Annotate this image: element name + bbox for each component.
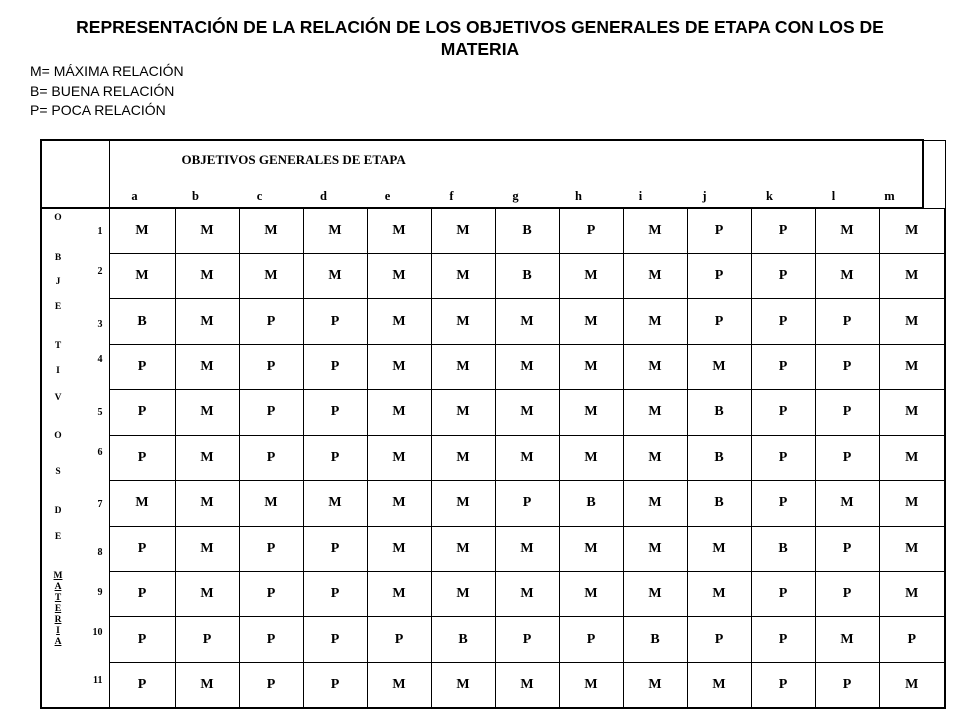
relation-cell-11-i: M <box>623 662 687 707</box>
relation-cell-9-m: M <box>879 572 945 617</box>
relation-cell-2-m: M <box>879 253 945 298</box>
relation-cell-2-f: M <box>431 253 495 298</box>
relation-cell-10-k: P <box>751 617 815 662</box>
page-title: REPRESENTACIÓN DE LA RELACIÓN DE LOS OBJETIVOS GENERALES DE ETAPA CON LOS DE MATERIA <box>76 17 884 59</box>
relation-cell-3-g: M <box>495 299 559 344</box>
column-letter-h: h <box>575 189 582 203</box>
relation-cell-2-d: M <box>303 253 367 298</box>
table-row <box>41 481 945 526</box>
relation-cell-10-e: P <box>367 617 431 662</box>
relation-cell-1-d: M <box>303 208 367 253</box>
relation-cell-3-m: M <box>879 299 945 344</box>
relation-table <box>40 139 946 709</box>
relation-cell-10-i: B <box>623 617 687 662</box>
row-number-2: 2 <box>97 266 103 277</box>
table-row <box>41 572 945 617</box>
relation-cell-2-c: M <box>239 253 303 298</box>
table-row <box>41 208 945 253</box>
row-number-6: 6 <box>97 447 103 458</box>
vertical-label-letter: O <box>54 213 62 223</box>
relation-cell-3-f: M <box>431 299 495 344</box>
relation-cell-1-l: M <box>815 208 879 253</box>
relation-cell-2-b: M <box>175 253 239 298</box>
relation-cell-9-b: M <box>175 572 239 617</box>
relation-cell-5-a: P <box>109 390 175 435</box>
relation-cell-8-k: B <box>751 526 815 571</box>
table-corner-cell <box>41 140 109 208</box>
table-row <box>41 253 945 298</box>
relation-cell-10-m: P <box>879 617 945 662</box>
relation-cell-8-b: M <box>175 526 239 571</box>
row-number-9: 9 <box>97 587 103 598</box>
row-number-7: 7 <box>97 499 103 510</box>
table-row <box>41 299 945 344</box>
column-letter-m: m <box>884 189 895 203</box>
relation-cell-9-c: P <box>239 572 303 617</box>
column-letter-j: j <box>702 189 707 203</box>
relation-cell-4-m: M <box>879 344 945 389</box>
table-row <box>41 526 945 571</box>
relation-cell-10-f: B <box>431 617 495 662</box>
column-letters <box>110 189 923 205</box>
relation-cell-5-d: P <box>303 390 367 435</box>
relation-cell-2-l: M <box>815 253 879 298</box>
relation-cell-4-k: P <box>751 344 815 389</box>
relation-cell-8-i: M <box>623 526 687 571</box>
table-header-extra-cell <box>923 140 945 208</box>
relation-cell-9-g: M <box>495 572 559 617</box>
relation-cell-6-i: M <box>623 435 687 480</box>
relation-cell-7-g: P <box>495 481 559 526</box>
relation-cell-11-f: M <box>431 662 495 707</box>
relation-cell-6-a: P <box>109 435 175 480</box>
relation-cell-6-m: M <box>879 435 945 480</box>
column-letter-k: k <box>766 189 773 203</box>
relation-cell-4-j: M <box>687 344 751 389</box>
vertical-label-letter: M <box>53 571 63 581</box>
relation-cell-7-c: M <box>239 481 303 526</box>
relation-cell-1-a: M <box>109 208 175 253</box>
relation-cell-3-d: P <box>303 299 367 344</box>
column-letter-c: c <box>256 189 263 203</box>
relation-cell-5-b: M <box>175 390 239 435</box>
relation-cell-2-i: M <box>623 253 687 298</box>
relation-cell-1-g: B <box>495 208 559 253</box>
legend-item-maxima: M= MÁXIMA RELACIÓN <box>30 63 184 79</box>
column-letter-d: d <box>320 189 327 203</box>
relation-cell-4-e: M <box>367 344 431 389</box>
relation-cell-5-j: B <box>687 390 751 435</box>
relation-cell-11-g: M <box>495 662 559 707</box>
relation-cell-8-c: P <box>239 526 303 571</box>
relation-cell-9-a: P <box>109 572 175 617</box>
relation-cell-3-c: P <box>239 299 303 344</box>
table-row <box>41 617 945 662</box>
relation-cell-11-e: M <box>367 662 431 707</box>
relation-cell-4-c: P <box>239 344 303 389</box>
column-letter-g: g <box>512 189 519 203</box>
column-letter-i: i <box>638 189 643 203</box>
relation-cell-4-f: M <box>431 344 495 389</box>
vertical-label-letter: B <box>54 253 62 263</box>
relation-cell-9-l: P <box>815 572 879 617</box>
row-number-5: 5 <box>97 407 103 418</box>
relation-cell-3-b: M <box>175 299 239 344</box>
vertical-label-letter: E <box>54 302 62 312</box>
relation-cell-6-k: P <box>751 435 815 480</box>
relation-cell-3-l: P <box>815 299 879 344</box>
vertical-label-letter: T <box>54 593 62 603</box>
relation-cell-5-g: M <box>495 390 559 435</box>
relation-cell-2-e: M <box>367 253 431 298</box>
relation-cell-10-d: P <box>303 617 367 662</box>
relation-cell-3-k: P <box>751 299 815 344</box>
relation-cell-4-h: M <box>559 344 623 389</box>
vertical-label-letter: E <box>54 604 62 614</box>
relation-cell-1-m: M <box>879 208 945 253</box>
relation-cell-3-i: M <box>623 299 687 344</box>
relation-cell-5-l: P <box>815 390 879 435</box>
relation-cell-10-c: P <box>239 617 303 662</box>
column-letter-a: a <box>131 189 138 203</box>
relation-cell-6-g: M <box>495 435 559 480</box>
row-number-1: 1 <box>97 226 103 237</box>
legend-item-buena: B= BUENA RELACIÓN <box>30 82 175 99</box>
relation-cell-5-h: M <box>559 390 623 435</box>
row-number-3: 3 <box>97 319 103 330</box>
relation-cell-9-i: M <box>623 572 687 617</box>
row-number-8: 8 <box>97 547 103 558</box>
relation-cell-7-j: B <box>687 481 751 526</box>
relation-cell-9-k: P <box>751 572 815 617</box>
relation-cell-5-e: M <box>367 390 431 435</box>
table-row <box>41 344 945 389</box>
table-row <box>41 662 945 707</box>
vertical-label-letter: O <box>54 431 62 441</box>
relation-cell-9-f: M <box>431 572 495 617</box>
row-label-column <box>41 208 109 708</box>
relation-cell-1-e: M <box>367 208 431 253</box>
column-letter-f: f <box>449 189 454 203</box>
relation-cell-9-j: M <box>687 572 751 617</box>
vertical-label-letter: S <box>55 467 61 477</box>
vertical-label-letter: R <box>54 615 62 625</box>
relation-cell-11-d: P <box>303 662 367 707</box>
relation-cell-9-e: M <box>367 572 431 617</box>
relation-cell-11-a: P <box>109 662 175 707</box>
vertical-label-letter: A <box>54 582 62 592</box>
relation-cell-7-f: M <box>431 481 495 526</box>
relation-cell-8-l: P <box>815 526 879 571</box>
vertical-label-letter: J <box>55 277 61 287</box>
row-number-10: 10 <box>92 627 103 638</box>
relation-cell-4-a: P <box>109 344 175 389</box>
row-number-11: 11 <box>93 675 103 686</box>
relation-cell-7-m: M <box>879 481 945 526</box>
row-number-4: 4 <box>97 354 103 365</box>
relation-cell-11-j: M <box>687 662 751 707</box>
relation-cell-4-d: P <box>303 344 367 389</box>
relation-cell-1-h: P <box>559 208 623 253</box>
relation-cell-1-b: M <box>175 208 239 253</box>
relation-cell-10-j: P <box>687 617 751 662</box>
relation-cell-9-d: P <box>303 572 367 617</box>
relation-cell-2-k: P <box>751 253 815 298</box>
relation-cell-6-j: B <box>687 435 751 480</box>
relation-cell-7-b: M <box>175 481 239 526</box>
relation-cell-7-e: M <box>367 481 431 526</box>
relation-cell-3-a: B <box>109 299 175 344</box>
column-letter-l: l <box>831 189 836 203</box>
relation-cell-8-j: M <box>687 526 751 571</box>
relation-cell-4-l: P <box>815 344 879 389</box>
table-row <box>41 435 945 480</box>
relation-cell-11-h: M <box>559 662 623 707</box>
relation-cell-11-b: M <box>175 662 239 707</box>
relation-cell-6-c: P <box>239 435 303 480</box>
relation-cell-4-b: M <box>175 344 239 389</box>
relation-cell-8-h: M <box>559 526 623 571</box>
relation-cell-3-e: M <box>367 299 431 344</box>
relation-cell-7-d: M <box>303 481 367 526</box>
relation-cell-7-i: M <box>623 481 687 526</box>
relation-cell-8-g: M <box>495 526 559 571</box>
relation-cell-3-h: M <box>559 299 623 344</box>
vertical-label-letter: I <box>56 366 60 376</box>
relation-cell-1-f: M <box>431 208 495 253</box>
relation-cell-7-a: M <box>109 481 175 526</box>
relation-cell-6-b: M <box>175 435 239 480</box>
legend-item-poca: P= POCA RELACIÓN <box>30 102 166 118</box>
relation-cell-11-c: P <box>239 662 303 707</box>
relation-cell-10-l: M <box>815 617 879 662</box>
relation-cell-9-h: M <box>559 572 623 617</box>
vertical-label-letter: V <box>54 393 62 403</box>
relation-cell-1-k: P <box>751 208 815 253</box>
vertical-label-letter: A <box>54 637 62 647</box>
relation-cell-1-j: P <box>687 208 751 253</box>
relation-cell-10-a: P <box>109 617 175 662</box>
relation-cell-8-a: P <box>109 526 175 571</box>
relation-cell-7-l: M <box>815 481 879 526</box>
relation-cell-6-f: M <box>431 435 495 480</box>
relation-cell-4-i: M <box>623 344 687 389</box>
relation-cell-10-b: P <box>175 617 239 662</box>
vertical-label-letter: E <box>54 532 62 542</box>
relation-cell-6-d: P <box>303 435 367 480</box>
relation-cell-8-f: M <box>431 526 495 571</box>
relation-cell-11-l: P <box>815 662 879 707</box>
relation-cell-1-i: M <box>623 208 687 253</box>
relation-cell-8-e: M <box>367 526 431 571</box>
relation-cell-5-f: M <box>431 390 495 435</box>
table-header-cell <box>109 140 923 208</box>
relation-cell-8-d: P <box>303 526 367 571</box>
column-letter-e: e <box>384 189 391 203</box>
relation-cell-10-h: P <box>559 617 623 662</box>
relation-cell-6-h: M <box>559 435 623 480</box>
relation-cell-7-h: B <box>559 481 623 526</box>
vertical-label-letter: T <box>54 341 62 351</box>
legend <box>30 62 184 121</box>
relation-cell-8-m: M <box>879 526 945 571</box>
relation-cell-5-c: P <box>239 390 303 435</box>
table-header-row <box>41 140 945 208</box>
relation-cell-6-l: P <box>815 435 879 480</box>
relation-cell-5-i: M <box>623 390 687 435</box>
relation-cell-5-m: M <box>879 390 945 435</box>
relation-cell-11-m: M <box>879 662 945 707</box>
relation-cell-1-c: M <box>239 208 303 253</box>
vertical-label-letter: D <box>54 506 62 516</box>
relation-cell-2-g: B <box>495 253 559 298</box>
relation-cell-3-j: P <box>687 299 751 344</box>
relation-cell-2-h: M <box>559 253 623 298</box>
relation-cell-2-j: P <box>687 253 751 298</box>
relation-cell-11-k: P <box>751 662 815 707</box>
relation-cell-6-e: M <box>367 435 431 480</box>
relation-cell-7-k: P <box>751 481 815 526</box>
table-row <box>41 390 945 435</box>
vertical-label-letter: I <box>56 626 60 636</box>
column-letter-b: b <box>192 189 199 203</box>
relation-cell-10-g: P <box>495 617 559 662</box>
relation-cell-5-k: P <box>751 390 815 435</box>
relation-cell-4-g: M <box>495 344 559 389</box>
table-header-title: OBJETIVOS GENERALES DE ETAPA <box>181 152 406 167</box>
relation-cell-2-a: M <box>109 253 175 298</box>
